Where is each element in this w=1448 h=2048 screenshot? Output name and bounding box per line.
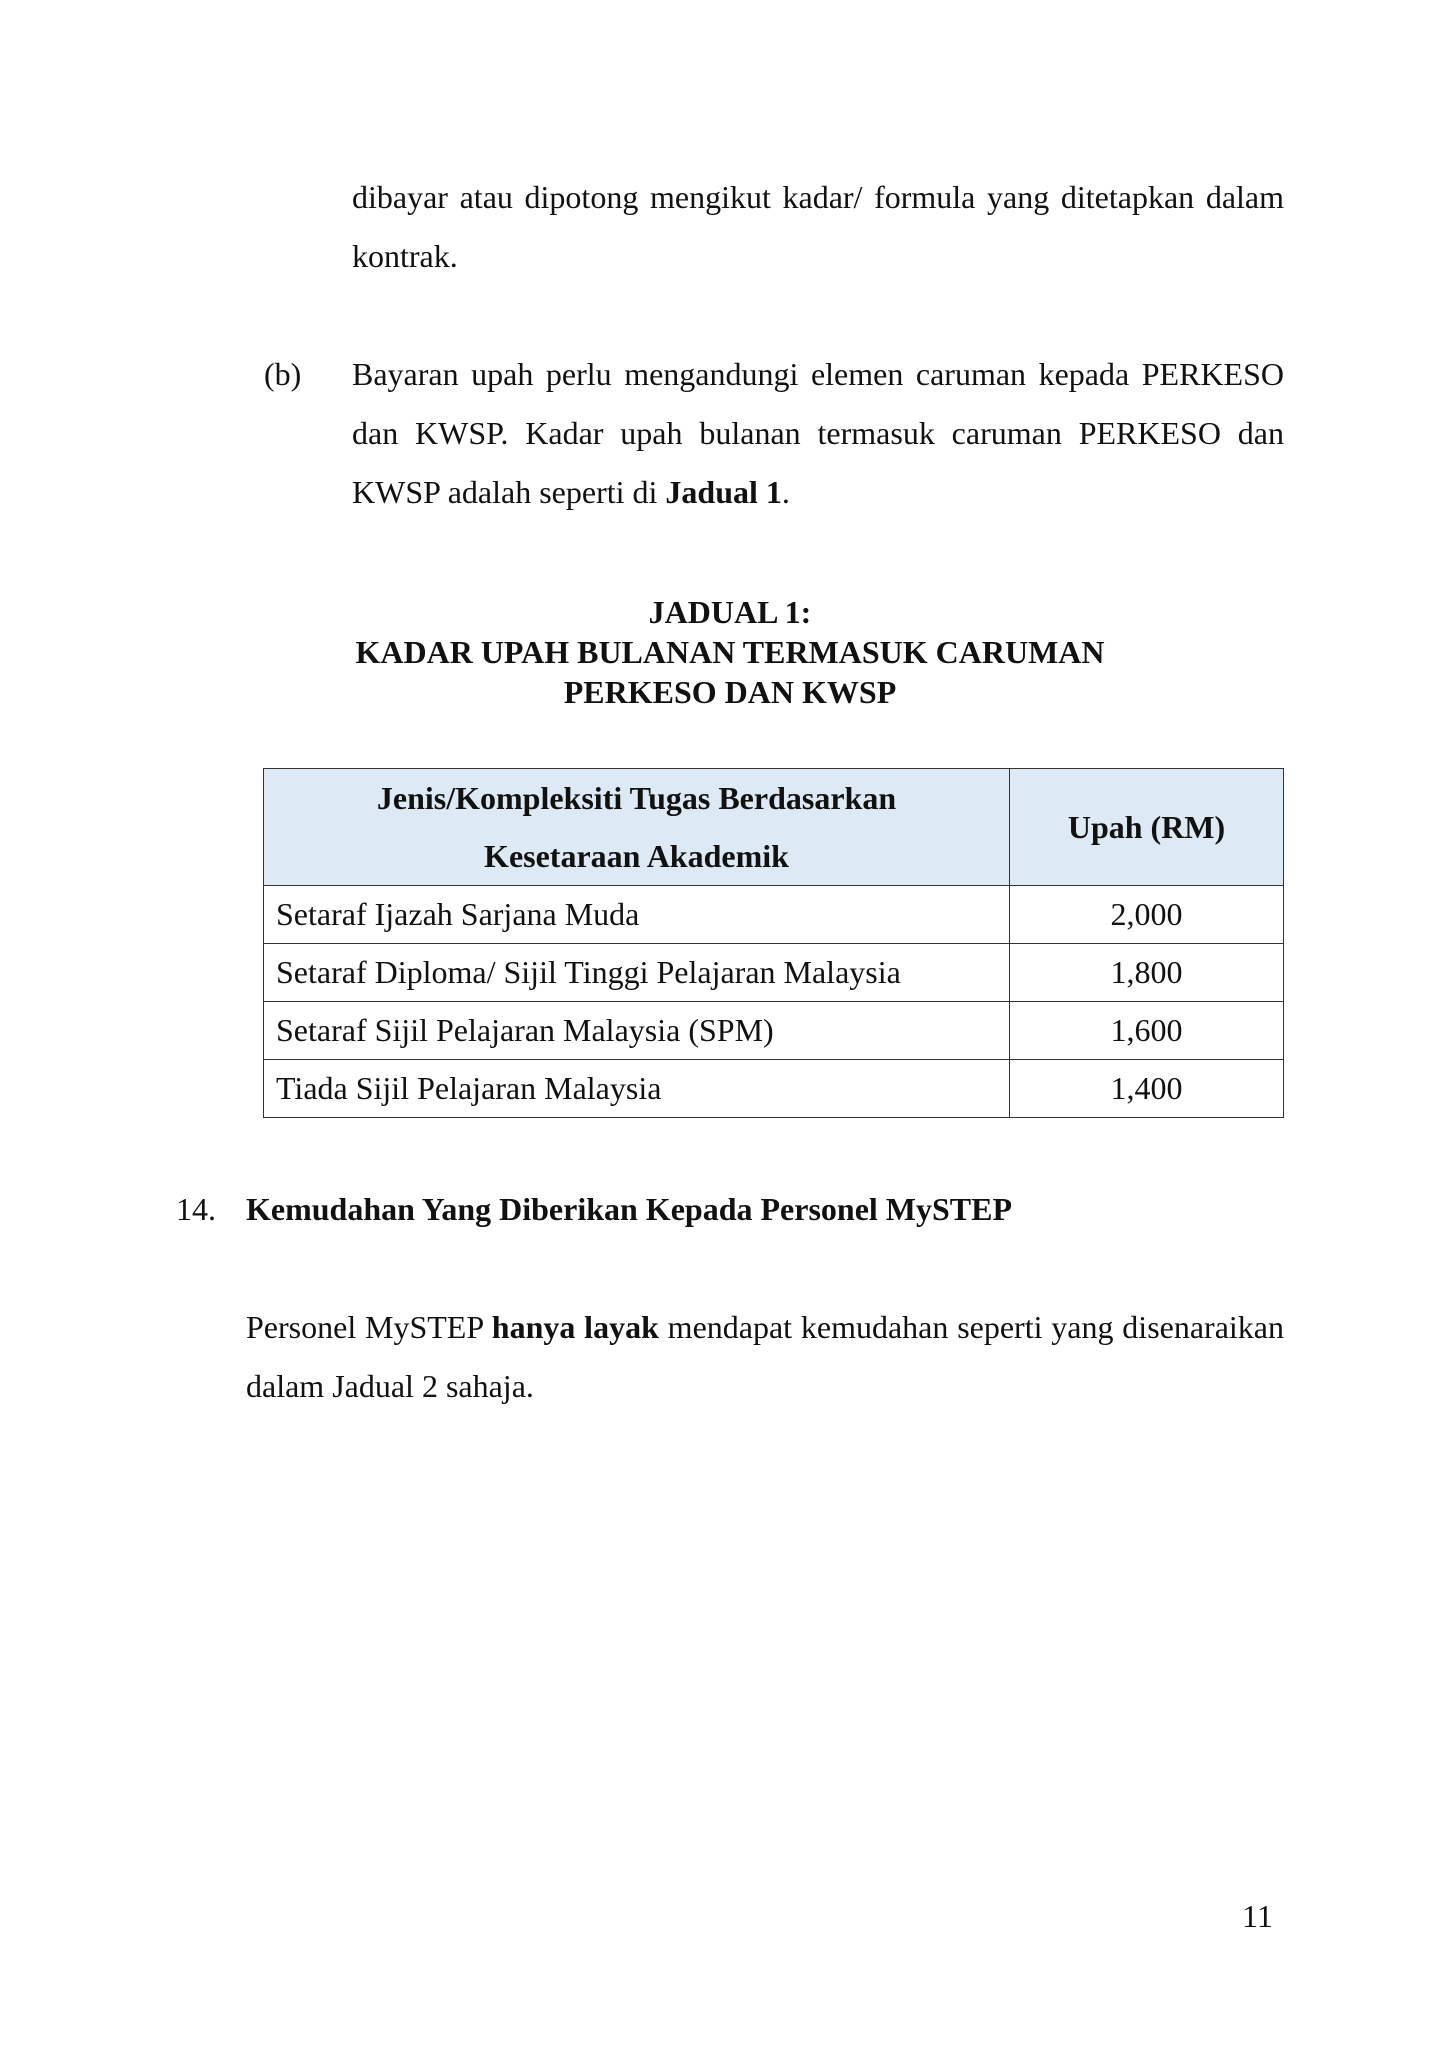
table-header-row — [264, 769, 1284, 886]
item-b-text: Bayaran upah perlu mengandungi elemen caruman kepada PERKESO dan KWSP. Kadar upah bulanan termasuk caruman PERKESO dan KWSP adalah seperti di — [352, 356, 1284, 510]
header-task-line-1: Jenis/Kompleksiti Tugas Berdasarkan — [376, 780, 897, 816]
row-label: Setaraf Sijil Pelajaran Malaysia (SPM) — [264, 1002, 1010, 1060]
table-title-line-1: JADUAL 1: — [648, 594, 812, 630]
table-row — [264, 886, 1284, 944]
row-value: 1,400 — [1010, 1060, 1284, 1118]
header-task-line-2: Kesetaraan Akademik — [484, 838, 789, 874]
section-14-paragraph — [246, 1298, 1284, 1416]
header-task-complexity — [264, 769, 1010, 886]
section-number: 14. — [176, 1191, 216, 1227]
page-number: 11 — [1242, 1898, 1273, 1934]
row-label: Setaraf Ijazah Sarjana Muda — [264, 886, 1010, 944]
row-value: 1,600 — [1010, 1002, 1284, 1060]
table-title-line-2: KADAR UPAH BULANAN TERMASUK CARUMAN — [355, 634, 1105, 670]
jadual-1-reference: Jadual 1 — [665, 474, 782, 510]
row-value: 2,000 — [1010, 886, 1284, 944]
table-row — [264, 1002, 1284, 1060]
header-wage: Upah (RM) — [1010, 769, 1284, 886]
list-marker-b: (b) — [264, 356, 302, 392]
section-14-text: Personel MySTEP — [246, 1309, 492, 1345]
item-b-period: . — [781, 474, 790, 510]
continuation-paragraph: dibayar atau dipotong mengikut kadar/ formula yang ditetapkan dalam kontrak. — [352, 179, 1284, 274]
wage-table — [263, 768, 1284, 1118]
row-label: Setaraf Diploma/ Sijil Tinggi Pelajaran Malaysia — [264, 944, 1010, 1002]
row-value: 1,800 — [1010, 944, 1284, 1002]
row-label: Tiada Sijil Pelajaran Malaysia — [264, 1060, 1010, 1118]
table-title — [240, 592, 1220, 712]
section-title: Kemudahan Yang Diberikan Kepada Personel MySTEP — [246, 1191, 1013, 1227]
section-14-text-end: mendapat kemudahan seperti yang disenaraikan dalam Jadual 2 sahaja. — [246, 1309, 1285, 1404]
section-14-bold: hanya layak — [491, 1309, 659, 1345]
table-title-line-3: PERKESO DAN KWSP — [563, 674, 897, 710]
item-b-paragraph — [352, 345, 1284, 522]
table-row — [264, 944, 1284, 1002]
table-row — [264, 1060, 1284, 1118]
